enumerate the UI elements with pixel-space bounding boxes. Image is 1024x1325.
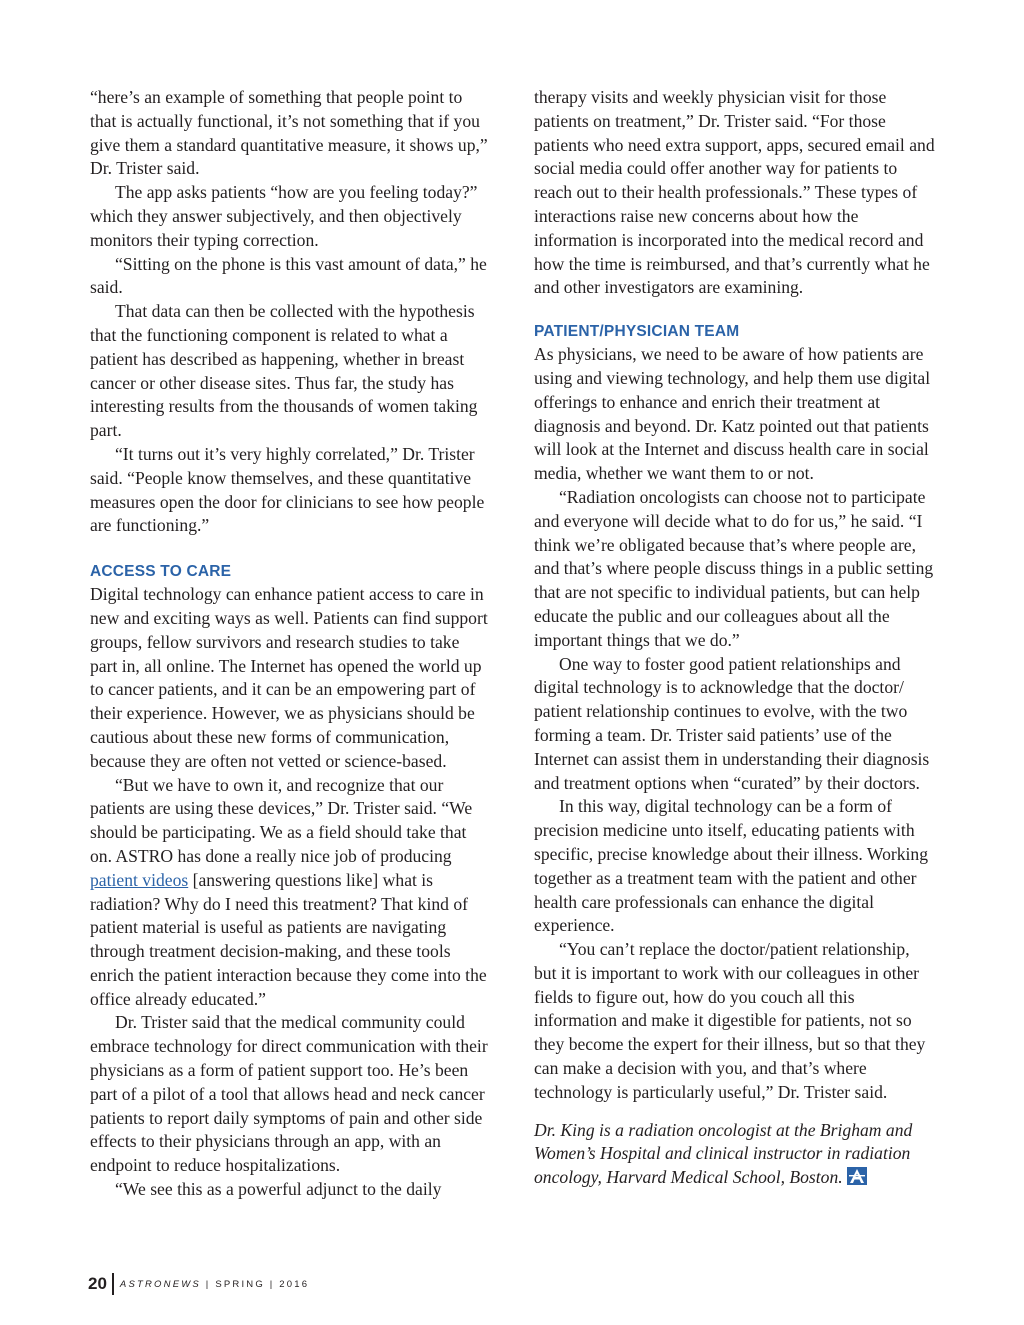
paragraph: In this way, digital technology can be a form of precision medicine unto itself, educating patients with specific, precise knowledge about their illness. Working together as a treatment team with the patient and other health care professionals can enhance the digital experience. [534, 796, 929, 936]
paragraph: “here’s an example of something that people point to that is actually functional, it’s not something that if you give them a standard quantitative measure, it shows up,” Dr. Trister said. [90, 87, 488, 179]
paragraph: “It turns out it’s very highly correlated,” Dr. Trister said. “People know themselves, and these quantitative measures open the door for clinicians to see how people are functioning.” [90, 443, 485, 536]
issue-year: 2016 [279, 1278, 310, 1290]
footer-separator: | [269, 1278, 275, 1290]
patient-videos-link[interactable]: patient videos [90, 869, 189, 890]
footer-divider [112, 1273, 114, 1295]
footer-separator: | [205, 1278, 211, 1290]
section-heading-patient-physician-team: PATIENT/PHYSICIAN TEAM [534, 323, 740, 341]
paragraph: The app asks patients “how are you feeling today?” which they answer subjectively, and then objectively monitors their typing correction. [90, 182, 478, 250]
paragraph: “You can’t replace the doctor/patient relationship, but it is important to work with our colleagues in other fields to figure out, how do you couch all this information and make it digestible for patients, not so they become the expert for their illness, but so that they can make a decision with you, and that’s where technology is particularly useful,” Dr. Trister said. [534, 939, 926, 1102]
right-column [534, 86, 936, 1190]
astro-logo-icon [847, 1167, 867, 1185]
paragraph: As physicians, we need to be aware of how patients are using and viewing technology, and help them use digital offerings to enhance and enrich their treatment at diagnosis and beyond. Dr. Katz pointed out that patients will look at the Internet and discuss health care in social media, whether we want them to or not. [534, 344, 931, 484]
author-bio [534, 1119, 936, 1190]
issue-season: SPRING [215, 1278, 265, 1290]
paragraph: One way to foster good patient relationships and digital technology is to acknowledge that the doctor/ patient relationship continues to evolve, with the two forming a team. Dr. Trister said patients’ use of the Internet can assist them in understanding their diagnosis and treatment options when “curated” by their doctors. [534, 653, 930, 793]
text-span: “But we have to own it, and recognize that our patients are using these devices,” Dr. Trister said. “We should be participating. We as a field should take that on. ASTRO has done a really nice job of producing [90, 774, 473, 866]
paragraph: Dr. Trister said that the medical community could embrace technology for direct communication with their physicians as a form of patient support too. He’s been part of a pilot of a tool that allows head and neck cancer patients to report daily symptoms of pain and other side effects to their physicians through an app, with an endpoint to reduce hospitalizations. [90, 1012, 488, 1176]
footer-publication-info [120, 1279, 309, 1290]
publication-name: ASTRONEWS [119, 1278, 201, 1290]
paragraph: “Sitting on the phone is this vast amount of data,” he said. [90, 253, 487, 298]
paragraph-with-link [90, 774, 490, 1012]
page-footer [88, 1273, 309, 1295]
paragraph: That data can then be collected with the hypothesis that the functioning component is related to what a patient has described as happening, whether in breast cancer or other disease sites. Thus far, the study has interesting results from the thousands of women taking part. [90, 301, 478, 441]
text-span: [answering questions like] what is radiation? Why do I need this treatment? That kind of patient material is useful as patients are navigating through treatment decision-making, and these tools enrich the patient interaction because they come into the office already educated.” [90, 869, 487, 1009]
paragraph: therapy visits and weekly physician visit for those patients on treatment,” Dr. Trister said. “For those patients who need extra support, apps, secured email and social media could offer another way for patients to reach out to their health professionals.” These types of interactions raise new concerns about how the information is incorporated into the medical record and how the time is reimbursed, and that’s currently what he and other investigators are examining. [534, 87, 935, 298]
left-column [90, 86, 490, 1202]
section-heading-access-to-care: ACCESS TO CARE [90, 563, 232, 581]
paragraph: “Radiation oncologists can choose not to participate and everyone will decide what to do for us,” he said. “I think we’re obligated because that’s where people are, and that’s where people discuss things in a public setting that are not specific to individual patients, but can help educate the public and our colleagues about all the important things that we do.” [534, 486, 934, 650]
paragraph: Digital technology can enhance patient access to care in new and exciting ways as well. Patients can find support groups, fellow survivors and research studies to take part in, all online. The Internet has opened the world up to cancer patients, and it can be an empowering part of their experience. However, we as physicians should be cautious about these new forms of communication, because they are often not vetted or science-based. [90, 584, 488, 771]
paragraph: “We see this as a powerful adjunct to the daily [115, 1179, 442, 1200]
author-bio-text: Dr. King is a radiation oncologist at the Brigham and Women’s Hospital and clinical instructor in radiation oncology, Harvard Medical School, Boston. [534, 1119, 913, 1188]
page-number: 20 [88, 1274, 107, 1293]
